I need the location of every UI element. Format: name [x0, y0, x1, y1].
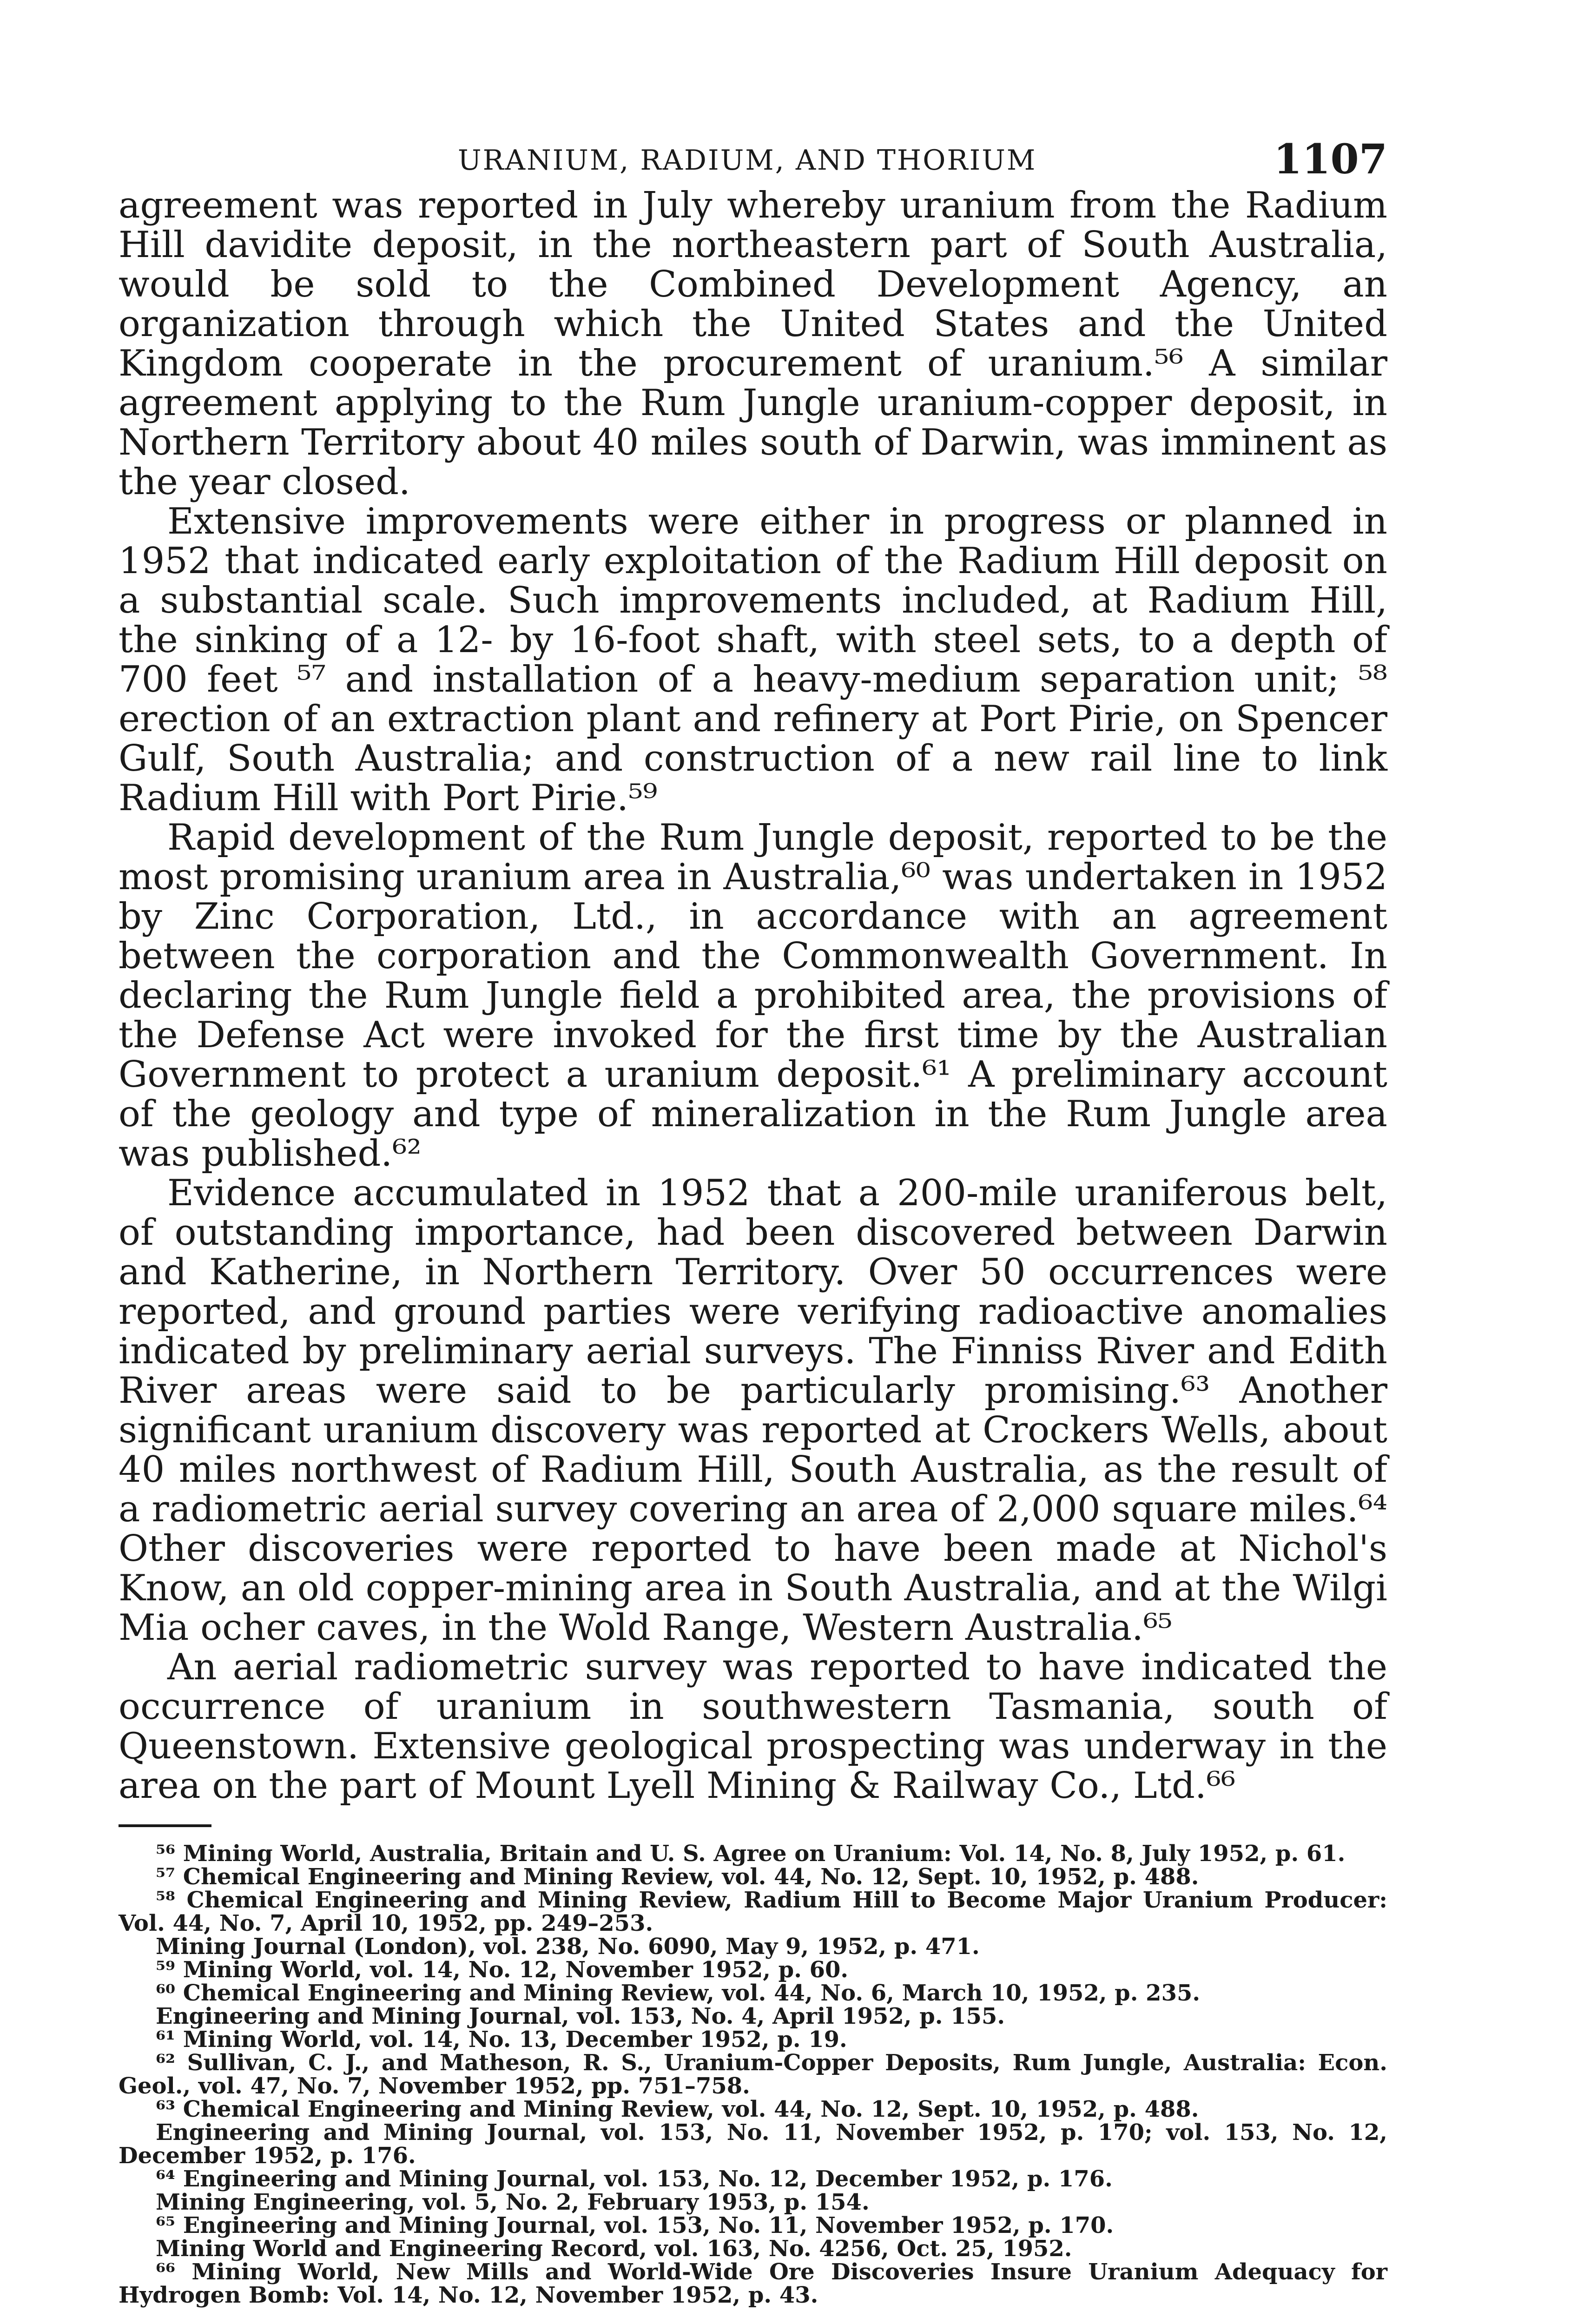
footnote: Mining Journal (London), vol. 238, No. 6090, May 9, 1952, p. 471. — [156, 1934, 980, 1960]
footnote: Engineering and Mining Journal, vol. 153, No. 4, April 1952, p. 155. — [156, 2003, 1005, 2029]
page-number: 1107 — [1273, 135, 1387, 183]
footnote: Mining Engineering, vol. 5, No. 2, February 1953, p. 154. — [156, 2189, 870, 2215]
footnotes — [119, 1842, 1387, 2307]
footnote: ⁶⁶ Mining World, New Mills and World-Wide Ore Discoveries Insure Uranium Adequacy for Hydrogen Bomb: Vol. 14, No. 12, November 1952, p. 43. — [119, 2259, 1387, 2308]
document-page — [119, 135, 1387, 2307]
paragraph: Evidence accumulated in 1952 that a 200-mile uraniferous belt, of outstanding importance, had been discovered between Darwin and Katherine, in Northern Territory. Over 50 occurrences were reported, and ground parties were verifying radioactive anomalies indicated by preliminary aerial surveys. The Finniss River and Edith River areas were said to be particularly promising.⁶³ Another significant uranium discovery was reported at Crockers Wells, about 40 miles northwest of Radium Hill, South Australia, as the result of a radiometric aerial survey covering an area of 2,000 square miles.⁶⁴ Other discoveries were reported to have been made at Nichol's Know, an old copper-mining area in South Australia, and at the Wilgi Mia ocher caves, in the Wold Range, Western Australia.⁶⁵ — [119, 1172, 1387, 1649]
footnote: Mining World and Engineering Record, vol. 163, No. 4256, Oct. 25, 1952. — [156, 2236, 1072, 2262]
footnote: ⁵⁷ Chemical Engineering and Mining Review, vol. 44, No. 12, Sept. 10, 1952, p. 488. — [156, 1864, 1199, 1890]
footnote: ⁶³ Chemical Engineering and Mining Review, vol. 44, No. 12, Sept. 10, 1952, p. 488. — [156, 2096, 1199, 2122]
footnote: ⁶⁴ Engineering and Mining Journal, vol. 153, No. 12, December 1952, p. 176. — [156, 2166, 1113, 2192]
footnote: ⁶² Sullivan, C. J., and Matheson, R. S., Uranium-Copper Deposits, Rum Jungle, Australia: Econ. Geol., vol. 47, No. 7, November 1952, pp. 751–758. — [119, 2050, 1387, 2099]
body-text — [119, 186, 1387, 1806]
footnote: ⁵⁸ Chemical Engineering and Mining Review, Radium Hill to Become Major Uranium Producer: Vol. 44, No. 7, April 10, 1952, pp. 249–253. — [119, 1887, 1387, 1936]
paragraph: Extensive improvements were either in progress or planned in 1952 that indicated early exploitation of the Radium Hill deposit on a substantial scale. Such improvements included, at Radium Hill, the sinking of a 12- by 16-foot shaft, with steel sets, to a depth of 700 feet ⁵⁷ and installation of a heavy-medium separation unit; ⁵⁸ erection of an extraction plant and refinery at Port Pirie, on Spencer Gulf, South Australia; and construction of a new rail line to link Radium Hill with Port Pirie.⁵⁹ — [119, 501, 1387, 819]
running-header — [119, 135, 1387, 186]
paragraph: agreement was reported in July whereby uranium from the Radium Hill davidite deposit, in the northeastern part of South Australia, would be sold to the Combined Development Agency, an organization through which the United States and the United Kingdom cooperate in the procurement of uranium.⁵⁶ A similar agreement applying to the Rum Jungle uranium-copper deposit, in Northern Territory about 40 miles south of Darwin, was imminent as the year closed. — [119, 185, 1387, 503]
footnote-rule — [119, 1824, 211, 1835]
footnote: ⁶⁰ Chemical Engineering and Mining Review, vol. 44, No. 6, March 10, 1952, p. 235. — [156, 1980, 1201, 2006]
paragraph: Rapid development of the Rum Jungle deposit, reported to be the most promising uranium area in Australia,⁶⁰ was undertaken in 1952 by Zinc Corporation, Ltd., in accordance with an agreement between the corporation and the Commonwealth Government. In declaring the Rum Jungle field a prohibited area, the provisions of the Defense Act were invoked for the first time by the Australian Government to protect a uranium deposit.⁶¹ A preliminary account of the geology and type of mineralization in the Rum Jungle area was published.⁶² — [119, 817, 1387, 1175]
footnote: Engineering and Mining Journal, vol. 153, No. 11, November 1952, p. 170; vol. 153, No. 12, December 1952, p. 176. — [119, 2119, 1387, 2169]
footnote: ⁵⁹ Mining World, vol. 14, No. 12, November 1952, p. 60. — [156, 1957, 849, 1983]
footnote: ⁶⁵ Engineering and Mining Journal, vol. 153, No. 11, November 1952, p. 170. — [156, 2212, 1114, 2238]
footnote: ⁵⁶ Mining World, Australia, Britain and U. S. Agree on Uranium: Vol. 14, No. 8, July 1952, p. 61. — [156, 1841, 1346, 1867]
footnote: ⁶¹ Mining World, vol. 14, No. 13, December 1952, p. 19. — [156, 2027, 847, 2053]
running-title: URANIUM, RADIUM, AND THORIUM — [458, 144, 1037, 177]
paragraph: An aerial radiometric survey was reported to have indicated the occurrence of uranium in southwestern Tasmania, south of Queenstown. Extensive geological prospecting was underway in the area on the part of Mount Lyell Mining & Railway Co., Ltd.⁶⁶ — [119, 1646, 1387, 1807]
